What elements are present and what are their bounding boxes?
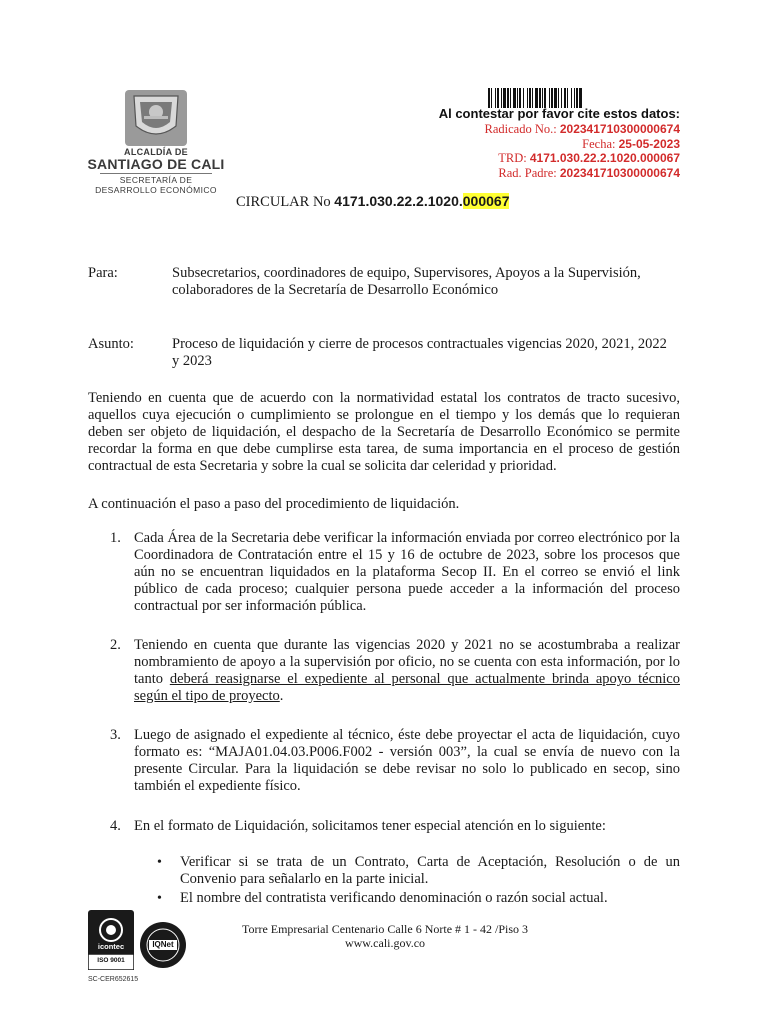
fecha-line <box>582 137 680 152</box>
footer-contact <box>200 922 570 950</box>
logo-line-santiago: SANTIAGO DE CALI <box>87 156 225 172</box>
step-2-text <box>134 637 680 705</box>
icontec-certification-icon <box>88 910 134 970</box>
logo-divider <box>100 173 212 174</box>
para-label: Para: <box>88 265 118 281</box>
bullet-2-marker: • <box>157 891 162 906</box>
logo-text <box>86 147 226 195</box>
trd-label: TRD: <box>498 151 527 165</box>
rad-padre-label: Rad. Padre: <box>498 166 557 180</box>
logo-line-desarrollo: DESARROLLO ECONÓMICO <box>95 185 217 195</box>
logo-line-secretaria: SECRETARÍA DE <box>119 175 193 185</box>
step-4-number: 4. <box>110 818 121 834</box>
step-2-number: 2. <box>110 637 121 653</box>
rad-padre-line <box>498 166 680 181</box>
asunto-text <box>172 336 692 370</box>
bullet-1-marker: • <box>157 855 162 870</box>
icontec-label: icontec <box>97 942 125 951</box>
circular-number <box>236 193 509 211</box>
bullet-1-text: Verificar si se trata de un Contrato, Carta de Aceptación, Resolución o de un Convenio para señalarlo en la parte inicial. <box>180 854 680 887</box>
radicado-line <box>485 122 680 137</box>
radicado-label: Radicado No.: <box>484 122 557 136</box>
step-3-text: Luego de asignado el expediente al técnico, éste debe proyectar el acta de liquidación, cuyo formato es: “MAJA01.04.03.P006.F002 - versión 003”, la cual se envía de nuevo con la presente Circular. Para la liquidación se debe revisar no solo lo publicado en secop, sino también el expediente físico. <box>134 727 680 794</box>
fecha-label: Fecha: <box>582 137 616 151</box>
para-line-2: colaboradores de la Secretaría de Desarrollo Económico <box>172 282 499 298</box>
step-1-text: Cada Área de la Secretaria debe verificar la información enviada por correo electrónico por la Coordinadora de Contratación entre el 15 y 16 de octubre de 2023, sobre los procesos que aún no se encuentran liquidados en la plataforma Secop II. En el correo se envió el link público de cada proceso; cualquier persona puede acceder a la información del proceso contractual por ser información pública. <box>134 530 680 614</box>
para-line-1: Subsecretarios, coordinadores de equipo, Supervisores, Apoyos a la Supervisión, <box>172 265 641 281</box>
fecha-value: 25-05-2023 <box>618 137 680 151</box>
step-2-text-part-b: . <box>279 688 284 704</box>
barcode-icon <box>488 88 680 108</box>
asunto-label: Asunto: <box>88 336 134 352</box>
asunto-line-1: Proceso de liquidación y cierre de procesos contractuales vigencias 2020, 2021, 2022 <box>172 336 667 352</box>
step-1-number: 1. <box>110 530 121 546</box>
cite-title: Al contestar por favor cite estos datos: <box>438 106 680 121</box>
iso-label: ISO 9001 <box>97 957 125 964</box>
circular-code <box>334 193 509 209</box>
logo-line-alcaldia: ALCALDÍA DE <box>124 147 188 157</box>
intro-paragraph: Teniendo en cuenta que de acuerdo con la normatividad estatal los contratos de tracto sucesivo, aquellos cuya ejecución o cumplimiento se prolongue en el tiempo y los demás que lo requieran deben ser objeto de liquidación, el despacho de la Secretaría de Desarrollo Económico se permite recordar la forma en que debe cumplirse esta tarea, de suma importancia en el proceso de gestión contractual de esta Secretaria y sobre la cual se solicita dar celeridad y prioridad. <box>88 390 680 474</box>
radicado-value: 202341710300000674 <box>559 122 680 136</box>
trd-value: 4171.030.22.2.1020.000067 <box>529 151 680 165</box>
bullet-2-text: El nombre del contratista verificando denominación o razón social actual. <box>180 890 608 906</box>
rad-padre-value: 202341710300000674 <box>559 166 680 180</box>
footer-address: Torre Empresarial Centenario Calle 6 Norte # 1 - 42 /Piso 3 <box>241 922 529 936</box>
circular-prefix: CIRCULAR No <box>236 194 331 210</box>
para-recipients <box>172 265 692 299</box>
iqnet-certification-icon <box>139 921 187 969</box>
step-2-text-part-a: Teniendo en cuenta que durante las vigencias 2020 y 2021 no se acostumbraba a realizar nombramiento de apoyo a la supervisión por oficio, no se cuenta con esta información, por lo tanto <box>134 637 680 687</box>
step-4-text: En el formato de Liquidación, solicitamos tener especial atención en lo siguiente: <box>134 818 606 834</box>
asunto-line-2: y 2023 <box>172 353 212 369</box>
step-2-text-underlined: deberá reasignarse el expediente al personal que actualmente brinda apoyo técnico según el tipo de proyecto <box>134 671 680 704</box>
circular-code-main: 4171.030.22.2.1020. <box>334 193 463 209</box>
footer-website[interactable]: www.cali.gov.co <box>344 936 426 950</box>
circular-code-highlight: 000067 <box>462 193 510 209</box>
trd-line <box>498 151 680 166</box>
steps-intro: A continuación el paso a paso del procedimiento de liquidación. <box>88 496 460 512</box>
iqnet-label: IQNet <box>152 940 174 949</box>
cali-coat-of-arms-icon <box>122 88 190 148</box>
step-3-number: 3. <box>110 727 121 743</box>
certificate-code: SC-CER652615 <box>88 976 139 983</box>
